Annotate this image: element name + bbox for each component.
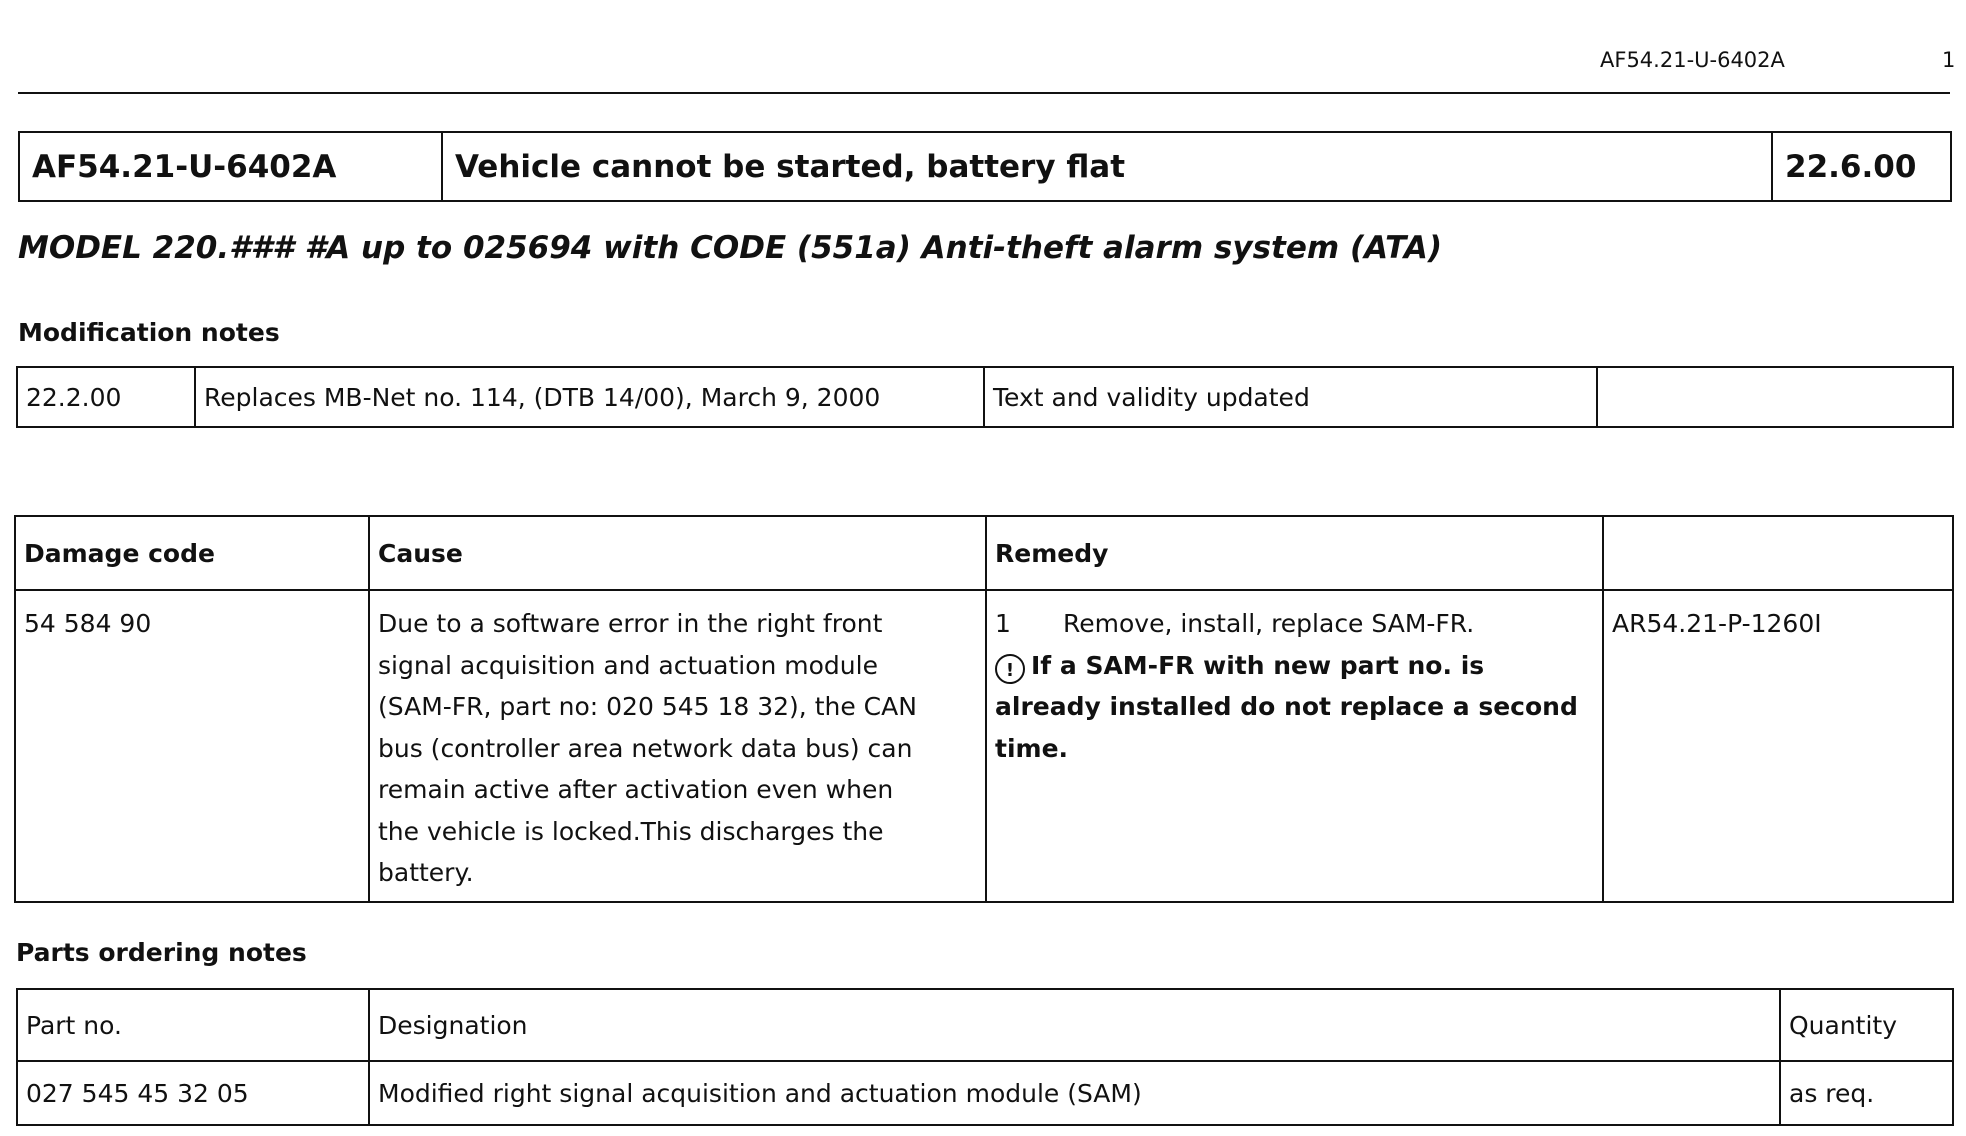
modification-notes-table: [16, 366, 1954, 428]
remedy-note-line: already installed do not replace a second: [995, 692, 1578, 721]
cause-line: signal acquisition and actuation module: [378, 650, 878, 680]
damage-table: [14, 515, 1954, 903]
mod-change: Text and validity updated: [984, 367, 1597, 427]
title-code: AF54.21-U-6402A: [19, 132, 442, 201]
remedy-step-number: 1: [995, 609, 1011, 638]
damage-table-header: [15, 516, 1953, 590]
remedy-header: Remedy: [986, 516, 1603, 590]
quantity-cell: as req.: [1780, 1061, 1953, 1125]
damage-code-cell: 54 584 90: [15, 590, 369, 902]
remedy-cell: [986, 590, 1603, 902]
remedy-step: [995, 603, 1594, 645]
cause-header: Cause: [369, 516, 986, 590]
title-table: [18, 131, 1952, 202]
cause-line: remain active after activation even when: [378, 775, 894, 804]
model-heading: MODEL 220.### #A up to 025694 with CODE (551a) Anti-theft alarm system (ATA): [18, 230, 1443, 266]
cause-line: Due to a software error in the right front: [378, 609, 883, 638]
mod-extra: [1597, 367, 1953, 427]
part-no-cell: 027 545 45 32 05: [17, 1061, 369, 1125]
cause-line: battery.: [378, 858, 474, 887]
cause-line: (SAM-FR, part no: 020 545 18 32), the CAN: [378, 692, 917, 721]
quantity-header: Quantity: [1780, 989, 1953, 1061]
remedy-note-line: time.: [995, 733, 1069, 763]
cause-line: the vehicle is locked.This discharges the: [378, 816, 884, 846]
running-header: [0, 48, 1966, 78]
part-no-header: Part no.: [17, 989, 369, 1061]
damage-code-header: Damage code: [15, 516, 369, 590]
header-rule: [18, 92, 1950, 94]
cause-cell: [369, 590, 986, 902]
mod-reference: Replaces MB-Net no. 114, (DTB 14/00), March 9, 2000: [195, 367, 984, 427]
title-text: Vehicle cannot be started, battery flat: [442, 132, 1772, 201]
reference-cell: AR54.21-P-1260I: [1603, 590, 1953, 902]
remedy-step-text: Remove, install, replace SAM-FR.: [1063, 609, 1475, 638]
header-doc-id: AF54.21-U-6402A: [1600, 48, 1785, 72]
remedy-note-line: ! If a SAM-FR with new part no. is: [995, 645, 1594, 687]
designation-header: Designation: [369, 989, 1780, 1061]
designation-cell: Modified right signal acquisition and actuation module (SAM): [369, 1061, 1780, 1125]
parts-table-header: [17, 989, 1953, 1061]
reference-header: [1603, 516, 1953, 590]
modification-notes-label: Modification notes: [18, 318, 280, 347]
parts-table: [16, 988, 1954, 1126]
parts-table-row: [17, 1061, 1953, 1125]
cause-line: bus (controller area network data bus) can: [378, 733, 913, 763]
damage-table-row: [15, 590, 1953, 902]
parts-ordering-label: Parts ordering notes: [16, 938, 307, 967]
header-page-number: 1: [1942, 48, 1956, 72]
note-info-icon: !: [995, 654, 1025, 684]
mod-date: 22.2.00: [17, 367, 195, 427]
title-date: 22.6.00: [1772, 132, 1951, 201]
